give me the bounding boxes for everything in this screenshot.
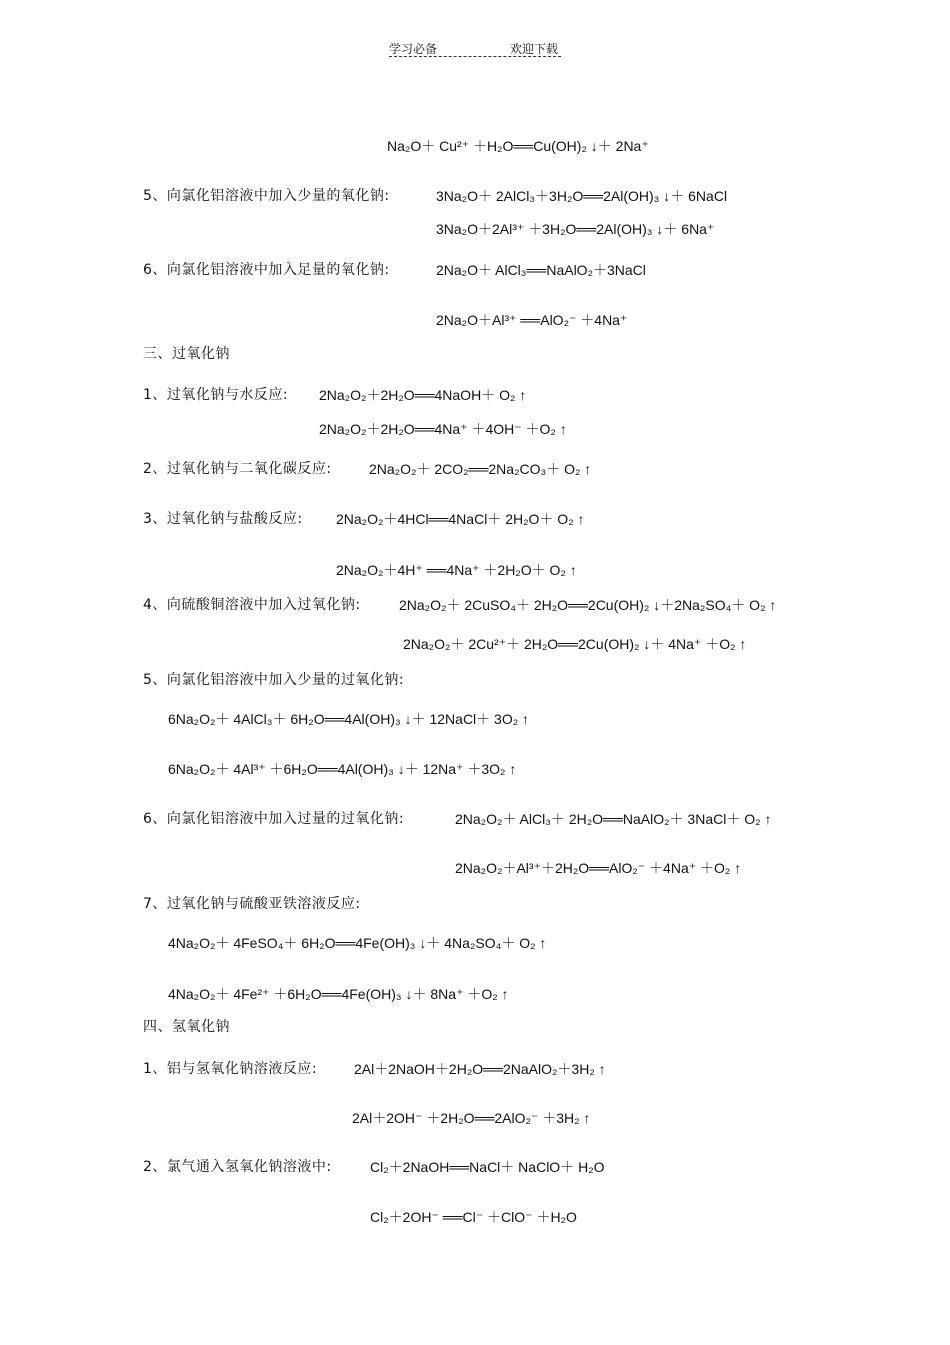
header-dashed-rule xyxy=(389,56,561,57)
item-heading: 1、铝与氢氧化钠溶液反应: xyxy=(143,1061,318,1077)
header-right: 欢迎下载 xyxy=(510,42,559,56)
equation-line: 2Al＋2NaOH＋2H₂O══2NaAlO₂＋3H₂ ↑ xyxy=(354,1061,606,1077)
item-heading: 4、向硫酸铜溶液中加入过氧化钠: xyxy=(143,597,361,613)
equation-line: 3Na₂O＋ 2AlCl₃＋3H₂O══2Al(OH)₃ ↓＋ 6NaCl xyxy=(436,188,728,204)
equation-line: 2Na₂O₂＋Al³⁺＋2H₂O══AlO₂⁻ ＋4Na⁺ ＋O₂ ↑ xyxy=(455,860,742,876)
equation-line: 2Al＋2OH⁻ ＋2H₂O══2AlO₂⁻ ＋3H₂ ↑ xyxy=(352,1110,591,1126)
section-heading: 四、氢氧化钠 xyxy=(143,1019,230,1035)
item-heading: 2、氯气通入氢氧化钠溶液中: xyxy=(143,1159,332,1175)
item-heading: 6、向氯化铝溶液中加入足量的氧化钠: xyxy=(143,262,390,278)
equation-line: 2Na₂O＋ AlCl₃══NaAlO₂＋3NaCl xyxy=(436,262,646,278)
equation-line: 2Na₂O₂＋ 2CO₂══2Na₂CO₃＋ O₂ ↑ xyxy=(369,461,592,477)
equation-line: 2Na₂O₂＋4H⁺ ══4Na⁺ ＋2H₂O＋ O₂ ↑ xyxy=(336,562,577,578)
item-heading: 1、过氧化钠与水反应: xyxy=(143,387,289,403)
item-heading: 2、过氧化钠与二氧化碳反应: xyxy=(143,461,332,477)
header-left: 学习必备 xyxy=(389,42,438,56)
item-heading: 5、向氯化铝溶液中加入少量的过氧化钠: xyxy=(143,672,405,688)
equation-line: 2Na₂O₂＋ AlCl₃＋ 2H₂O══NaAlO₂＋ 3NaCl＋ O₂ ↑ xyxy=(455,811,772,827)
equation-line: 2Na₂O₂＋ 2CuSO₄＋ 2H₂O══2Cu(OH)₂ ↓＋2Na₂SO₄＋ O₂ ↑ xyxy=(399,597,777,613)
equation-line: Na₂O＋ Cu²⁺ ＋H₂O══Cu(OH)₂ ↓＋ 2Na⁺ xyxy=(387,138,649,154)
item-heading: 5、向氯化铝溶液中加入少量的氧化钠: xyxy=(143,188,390,204)
equation-line: 6Na₂O₂＋ 4AlCl₃＋ 6H₂O══4Al(OH)₃ ↓＋ 12NaCl＋ 3O₂ ↑ xyxy=(168,711,530,727)
equation-line: 2Na₂O₂＋4HCl══4NaCl＋ 2H₂O＋ O₂ ↑ xyxy=(336,511,585,527)
equation-line: 6Na₂O₂＋ 4Al³⁺ ＋6H₂O══4Al(OH)₃ ↓＋ 12Na⁺ ＋3O₂ ↑ xyxy=(168,761,517,777)
equation-line: 2Na₂O₂＋2H₂O══4Na⁺ ＋4OH⁻ ＋O₂ ↑ xyxy=(319,421,567,437)
item-heading: 6、向氯化铝溶液中加入过量的过氧化钠: xyxy=(143,811,405,827)
equation-line: 2Na₂O₂＋ 2Cu²⁺＋ 2H₂O══2Cu(OH)₂ ↓＋ 4Na⁺ ＋O₂ ↑ xyxy=(403,636,747,652)
equation-line: Cl₂＋2OH⁻ ══Cl⁻ ＋ClO⁻ ＋H₂O xyxy=(370,1209,577,1225)
equation-line: 4Na₂O₂＋ 4Fe²⁺ ＋6H₂O══4Fe(OH)₃ ↓＋ 8Na⁺ ＋O₂ ↑ xyxy=(168,986,509,1002)
equation-line: 4Na₂O₂＋ 4FeSO₄＋ 6H₂O══4Fe(OH)₃ ↓＋ 4Na₂SO₄＋ O₂ ↑ xyxy=(168,935,547,951)
section-heading: 三、过氧化钠 xyxy=(143,346,230,362)
item-heading: 3、过氧化钠与盐酸反应: xyxy=(143,511,303,527)
equation-line: 2Na₂O₂＋2H₂O══4NaOH＋ O₂ ↑ xyxy=(319,387,527,403)
item-heading: 7、过氧化钠与硫酸亚铁溶液反应: xyxy=(143,896,361,912)
equation-line: Cl₂＋2NaOH══NaCl＋ NaClO＋ H₂O xyxy=(370,1159,605,1175)
equation-line: 2Na₂O＋Al³⁺ ══AlO₂⁻ ＋4Na⁺ xyxy=(436,312,628,328)
equation-line: 3Na₂O＋2Al³⁺ ＋3H₂O══2Al(OH)₃ ↓＋ 6Na⁺ xyxy=(436,221,715,237)
